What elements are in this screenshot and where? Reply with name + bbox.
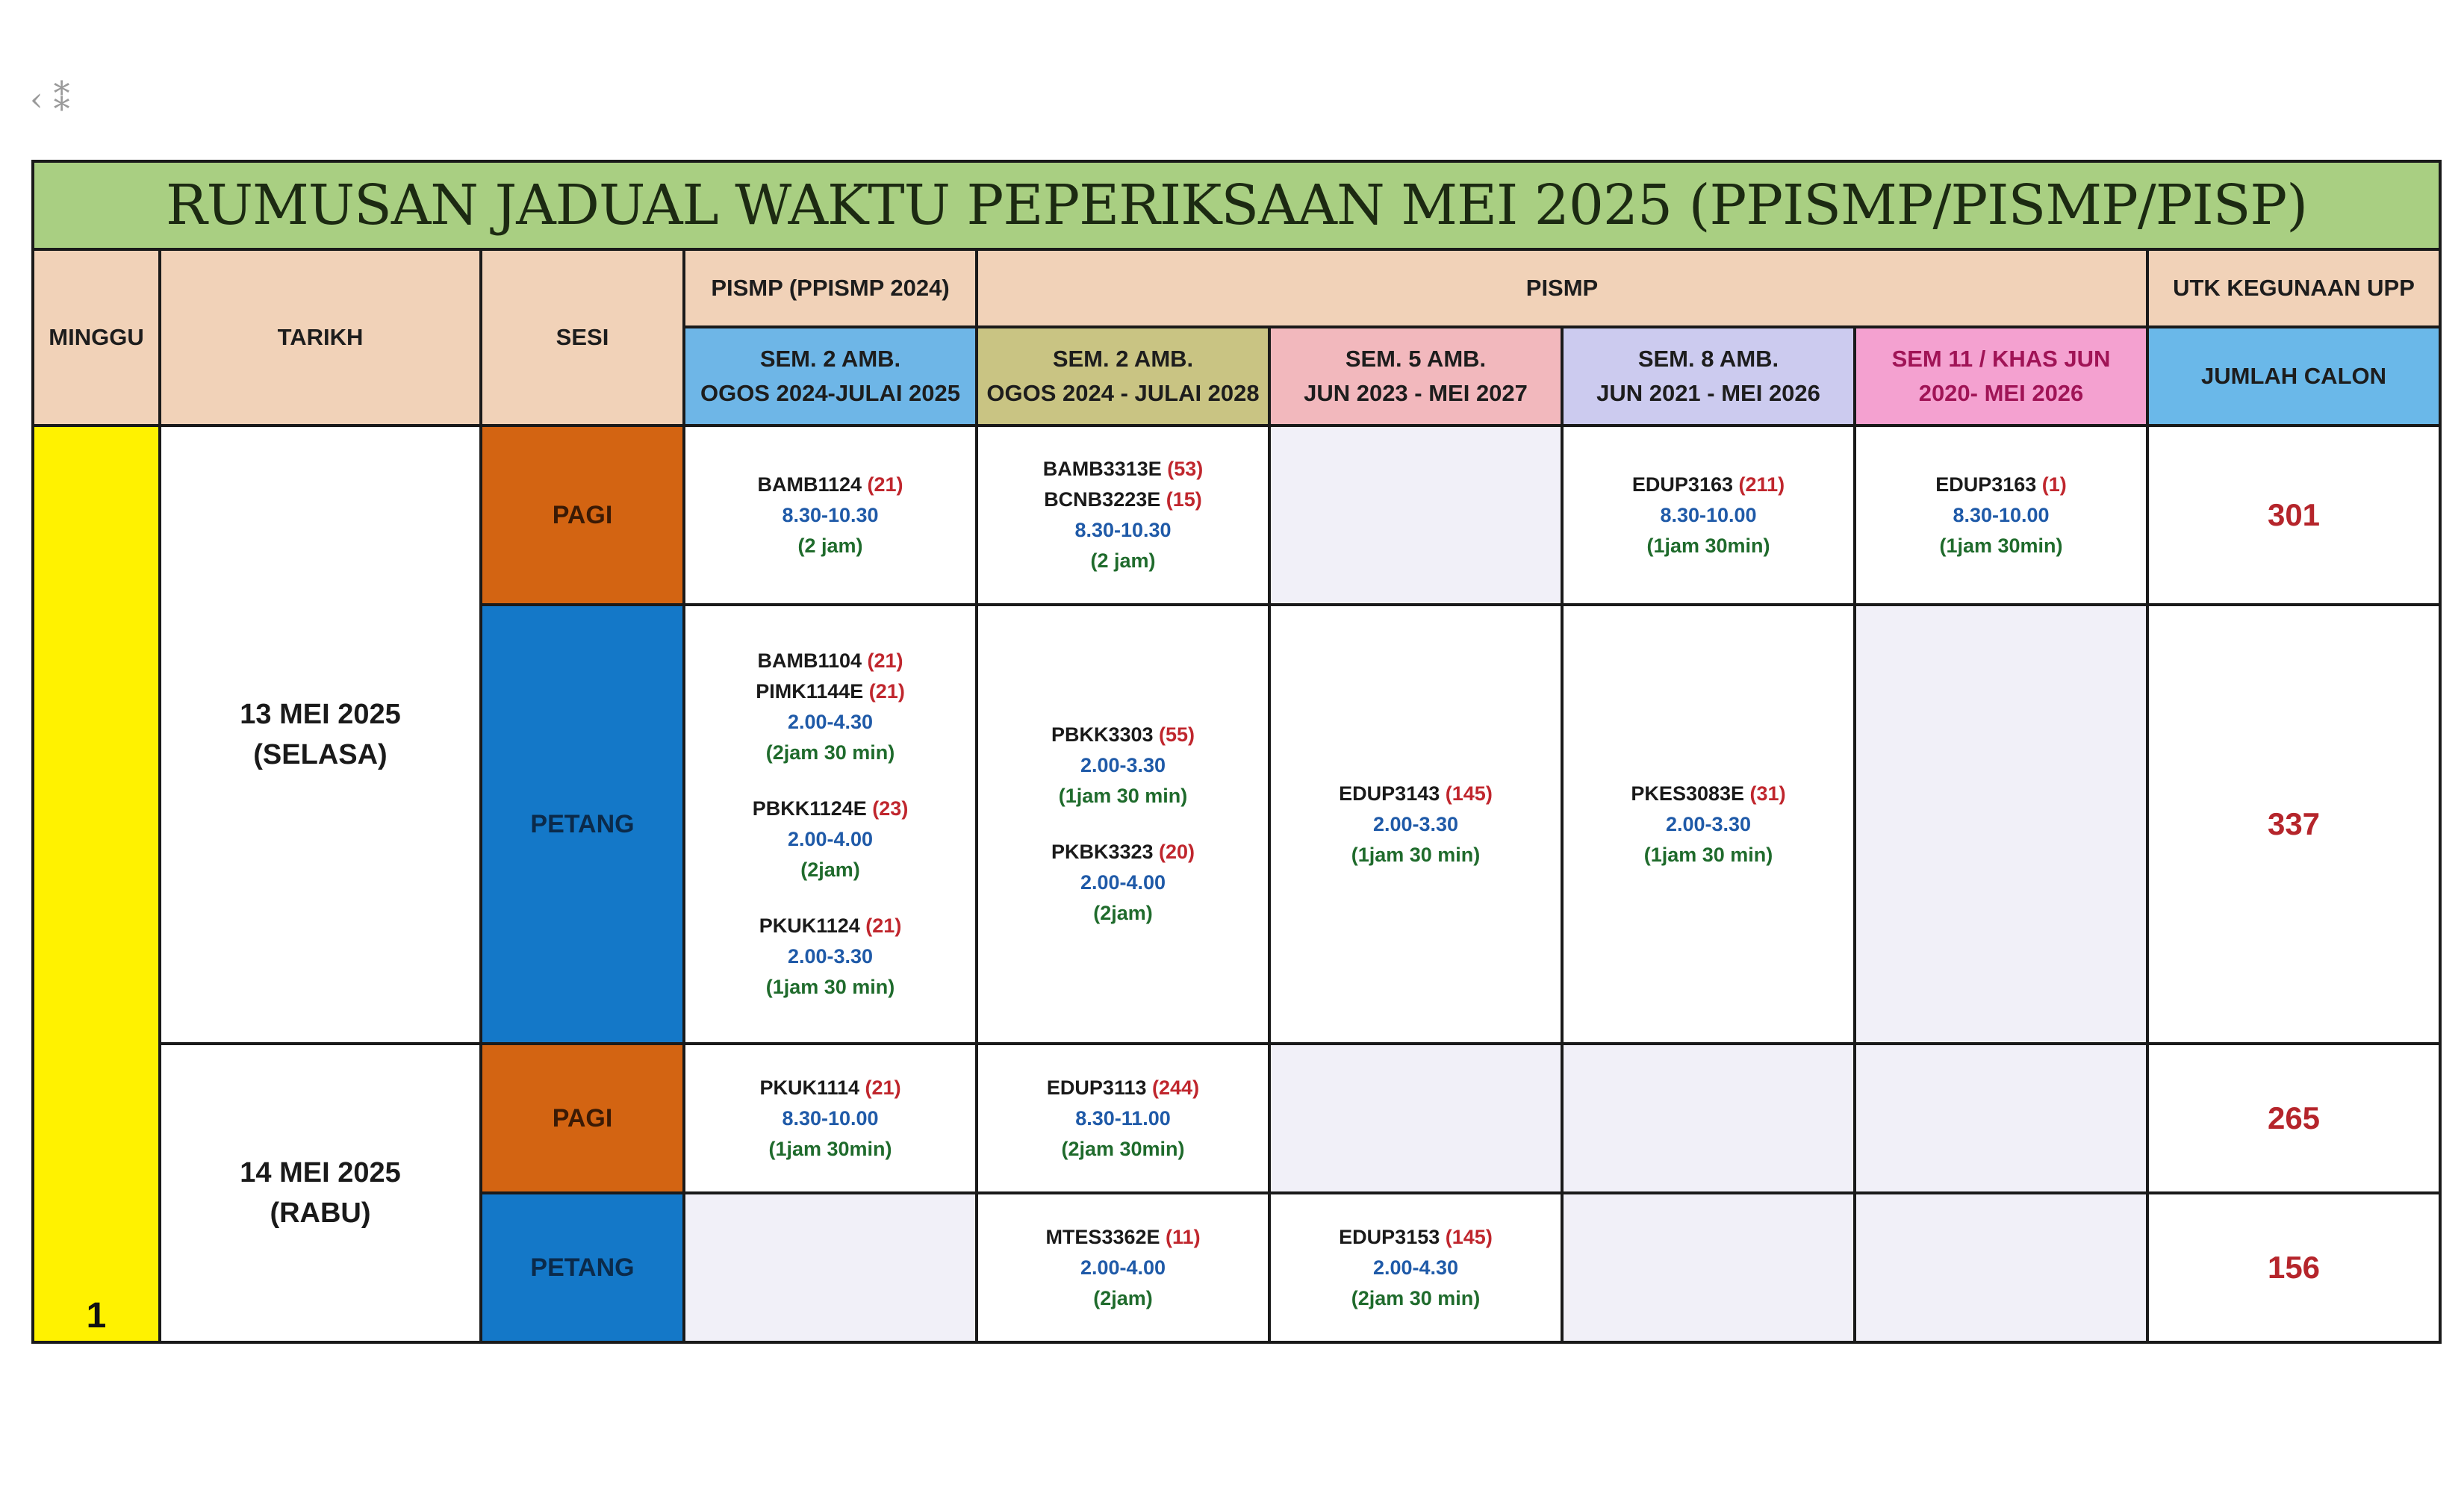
exam-time: 2.00-4.30 bbox=[787, 711, 874, 733]
jumlah-calon-value: 156 bbox=[2147, 1193, 2440, 1342]
page-title: RUMUSAN JADUAL WAKTU PEPERIKSAAN MEI 2025 (PPISMP/PISMP/PISP) bbox=[33, 161, 2440, 249]
subheader-sem5: SEM. 5 AMB. JUN 2023 - MEI 2027 bbox=[1269, 327, 1562, 426]
exam-time: 2.00-4.30 bbox=[1372, 1256, 1459, 1279]
exam-entry bbox=[978, 454, 1268, 576]
exam-duration: (2jam) bbox=[1093, 902, 1153, 924]
empty-cell bbox=[1855, 1044, 2147, 1193]
candidate-count: (21) bbox=[868, 680, 905, 702]
subheader-sem11: SEM 11 / KHAS JUN 2020- MEI 2026 bbox=[1855, 327, 2147, 426]
exam-time: 2.00-3.30 bbox=[787, 945, 874, 968]
day-text: (RABU) bbox=[270, 1197, 371, 1229]
exam-time: 2.00-3.30 bbox=[1080, 754, 1166, 776]
header-tarikh: TARIKH bbox=[160, 249, 481, 426]
exam-entry bbox=[1856, 470, 2146, 561]
date-text: 13 MEI 2025 bbox=[240, 699, 401, 730]
empty-cell bbox=[1562, 1044, 1855, 1193]
subheader-jumlah-calon: JUMLAH CALON bbox=[2147, 327, 2440, 426]
exam-entry bbox=[685, 1073, 975, 1165]
course-code: BAMB1104 bbox=[757, 649, 862, 672]
course-code: PKES3083E bbox=[1631, 782, 1745, 805]
exam-duration: (1jam 30min) bbox=[1646, 534, 1770, 557]
course-code: PBKK3303 bbox=[1051, 723, 1154, 746]
exam-entry bbox=[978, 1073, 1268, 1165]
subheader-sem8: SEM. 8 AMB. JUN 2021 - MEI 2026 bbox=[1562, 327, 1855, 426]
exam-cell bbox=[977, 605, 1269, 1044]
exam-time: 8.30-10.30 bbox=[1074, 519, 1172, 541]
exam-duration: (1jam 30 min) bbox=[1058, 785, 1188, 807]
header-group-upp: UTK KEGUNAAN UPP bbox=[2147, 249, 2440, 327]
exam-duration: (2jam 30 min) bbox=[1351, 1286, 1481, 1309]
exam-duration: (2jam) bbox=[1093, 1286, 1153, 1309]
header-group-pismp: PISMP bbox=[977, 249, 2147, 327]
exam-cell bbox=[1562, 605, 1855, 1044]
exam-cell bbox=[684, 1044, 977, 1193]
exam-duration: (1jam 30 min) bbox=[1351, 843, 1481, 866]
exam-time: 8.30-10.00 bbox=[1953, 503, 2050, 526]
exam-time: 8.30-10.00 bbox=[1660, 503, 1757, 526]
course-code: PIMK1144E bbox=[756, 680, 864, 702]
subheader-sem2-2025: SEM. 2 AMB. OGOS 2024-JULAI 2025 bbox=[684, 327, 977, 426]
course-code: EDUP3163 bbox=[1631, 473, 1734, 496]
exam-cell bbox=[977, 426, 1269, 605]
week-number: 1 bbox=[33, 426, 160, 1342]
exam-duration: (1jam 30 min) bbox=[1643, 843, 1773, 866]
exam-entry bbox=[1564, 470, 1853, 561]
course-code: PKBK3323 bbox=[1051, 841, 1154, 863]
candidate-count: (211) bbox=[1738, 473, 1785, 496]
session-petang: PETANG bbox=[481, 605, 684, 1044]
exam-time: 2.00-3.30 bbox=[1665, 812, 1752, 835]
exam-cell bbox=[1269, 1193, 1562, 1342]
exam-duration: (2 jam) bbox=[1090, 549, 1156, 572]
exam-duration: (2 jam) bbox=[797, 534, 863, 557]
jumlah-calon-value: 265 bbox=[2147, 1044, 2440, 1193]
session-pagi: PAGI bbox=[481, 1044, 684, 1193]
jumlah-calon-value: 337 bbox=[2147, 605, 2440, 1044]
session-petang: PETANG bbox=[481, 1193, 684, 1342]
day-text: (SELASA) bbox=[253, 739, 388, 770]
exam-entry bbox=[978, 720, 1268, 929]
exam-entry bbox=[978, 1222, 1268, 1314]
exam-duration: (1jam 30 min) bbox=[765, 976, 895, 998]
course-code: BAMB1124 bbox=[757, 473, 862, 496]
candidate-count: (31) bbox=[1749, 782, 1786, 805]
exam-time: 2.00-3.30 bbox=[1372, 812, 1459, 835]
empty-cell bbox=[1562, 1193, 1855, 1342]
exam-duration: (1jam 30min) bbox=[768, 1137, 892, 1160]
candidate-count: (20) bbox=[1159, 841, 1195, 863]
exam-cell bbox=[1562, 426, 1855, 605]
exam-cell bbox=[1855, 426, 2147, 605]
exam-schedule-table bbox=[31, 160, 2442, 1344]
candidate-count: (11) bbox=[1166, 1225, 1201, 1248]
exam-entry bbox=[1271, 779, 1561, 870]
jumlah-calon-value: 301 bbox=[2147, 426, 2440, 605]
header-minggu: MINGGU bbox=[33, 249, 160, 426]
empty-cell bbox=[1269, 426, 1562, 605]
exam-entry bbox=[685, 646, 975, 1003]
candidate-count: (145) bbox=[1445, 1225, 1493, 1248]
exam-cell bbox=[977, 1193, 1269, 1342]
exam-cell bbox=[684, 605, 977, 1044]
course-code: EDUP3163 bbox=[1935, 473, 2037, 496]
header-sesi: SESI bbox=[481, 249, 684, 426]
course-code: BAMB3313E bbox=[1042, 458, 1162, 480]
session-pagi: PAGI bbox=[481, 426, 684, 605]
course-code: MTES3362E bbox=[1045, 1225, 1160, 1248]
empty-cell bbox=[684, 1193, 977, 1342]
scan-specks: ‹ ⁑ bbox=[30, 81, 70, 119]
candidate-count: (21) bbox=[865, 1076, 901, 1099]
course-code: PKUK1124 bbox=[759, 915, 860, 937]
exam-cell bbox=[684, 426, 977, 605]
course-code: BCNB3223E bbox=[1044, 488, 1161, 511]
exam-entry bbox=[1564, 779, 1853, 870]
course-code: EDUP3153 bbox=[1339, 1225, 1440, 1248]
empty-cell bbox=[1855, 1193, 2147, 1342]
date-text: 14 MEI 2025 bbox=[240, 1157, 401, 1188]
exam-time: 8.30-10.00 bbox=[782, 1106, 879, 1130]
exam-time: 8.30-11.00 bbox=[1075, 1106, 1171, 1130]
date-cell bbox=[160, 426, 481, 1044]
exam-time: 2.00-4.00 bbox=[1080, 871, 1166, 894]
date-cell bbox=[160, 1044, 481, 1342]
exam-time: 2.00-4.00 bbox=[1080, 1256, 1166, 1279]
course-code: EDUP3113 bbox=[1046, 1076, 1147, 1099]
candidate-count: (21) bbox=[865, 915, 902, 937]
empty-cell bbox=[1855, 605, 2147, 1044]
exam-duration: (2jam 30min) bbox=[1061, 1137, 1185, 1160]
candidate-count: (244) bbox=[1152, 1076, 1200, 1099]
candidate-count: (1) bbox=[2041, 473, 2067, 496]
exam-entry bbox=[685, 470, 975, 561]
candidate-count: (21) bbox=[867, 649, 903, 672]
exam-duration: (1jam 30min) bbox=[1939, 534, 2063, 557]
course-code: PKUK1114 bbox=[759, 1076, 860, 1099]
exam-duration: (2jam) bbox=[800, 859, 860, 881]
empty-cell bbox=[1269, 1044, 1562, 1193]
exam-time: 8.30-10.30 bbox=[782, 503, 879, 526]
course-code: PBKK1124E bbox=[752, 797, 867, 820]
candidate-count: (53) bbox=[1167, 458, 1204, 480]
candidate-count: (145) bbox=[1445, 782, 1493, 805]
candidate-count: (55) bbox=[1159, 723, 1195, 746]
course-code: EDUP3143 bbox=[1339, 782, 1440, 805]
header-group-ppismp: PISMP (PPISMP 2024) bbox=[684, 249, 977, 327]
candidate-count: (23) bbox=[872, 797, 909, 820]
candidate-count: (21) bbox=[867, 473, 903, 496]
subheader-sem2-2028: SEM. 2 AMB. OGOS 2024 - JULAI 2028 bbox=[977, 327, 1269, 426]
exam-cell bbox=[977, 1044, 1269, 1193]
exam-entry bbox=[1271, 1222, 1561, 1314]
exam-duration: (2jam 30 min) bbox=[765, 741, 895, 764]
exam-time: 2.00-4.00 bbox=[787, 828, 874, 850]
candidate-count: (15) bbox=[1166, 488, 1202, 511]
exam-cell bbox=[1269, 605, 1562, 1044]
